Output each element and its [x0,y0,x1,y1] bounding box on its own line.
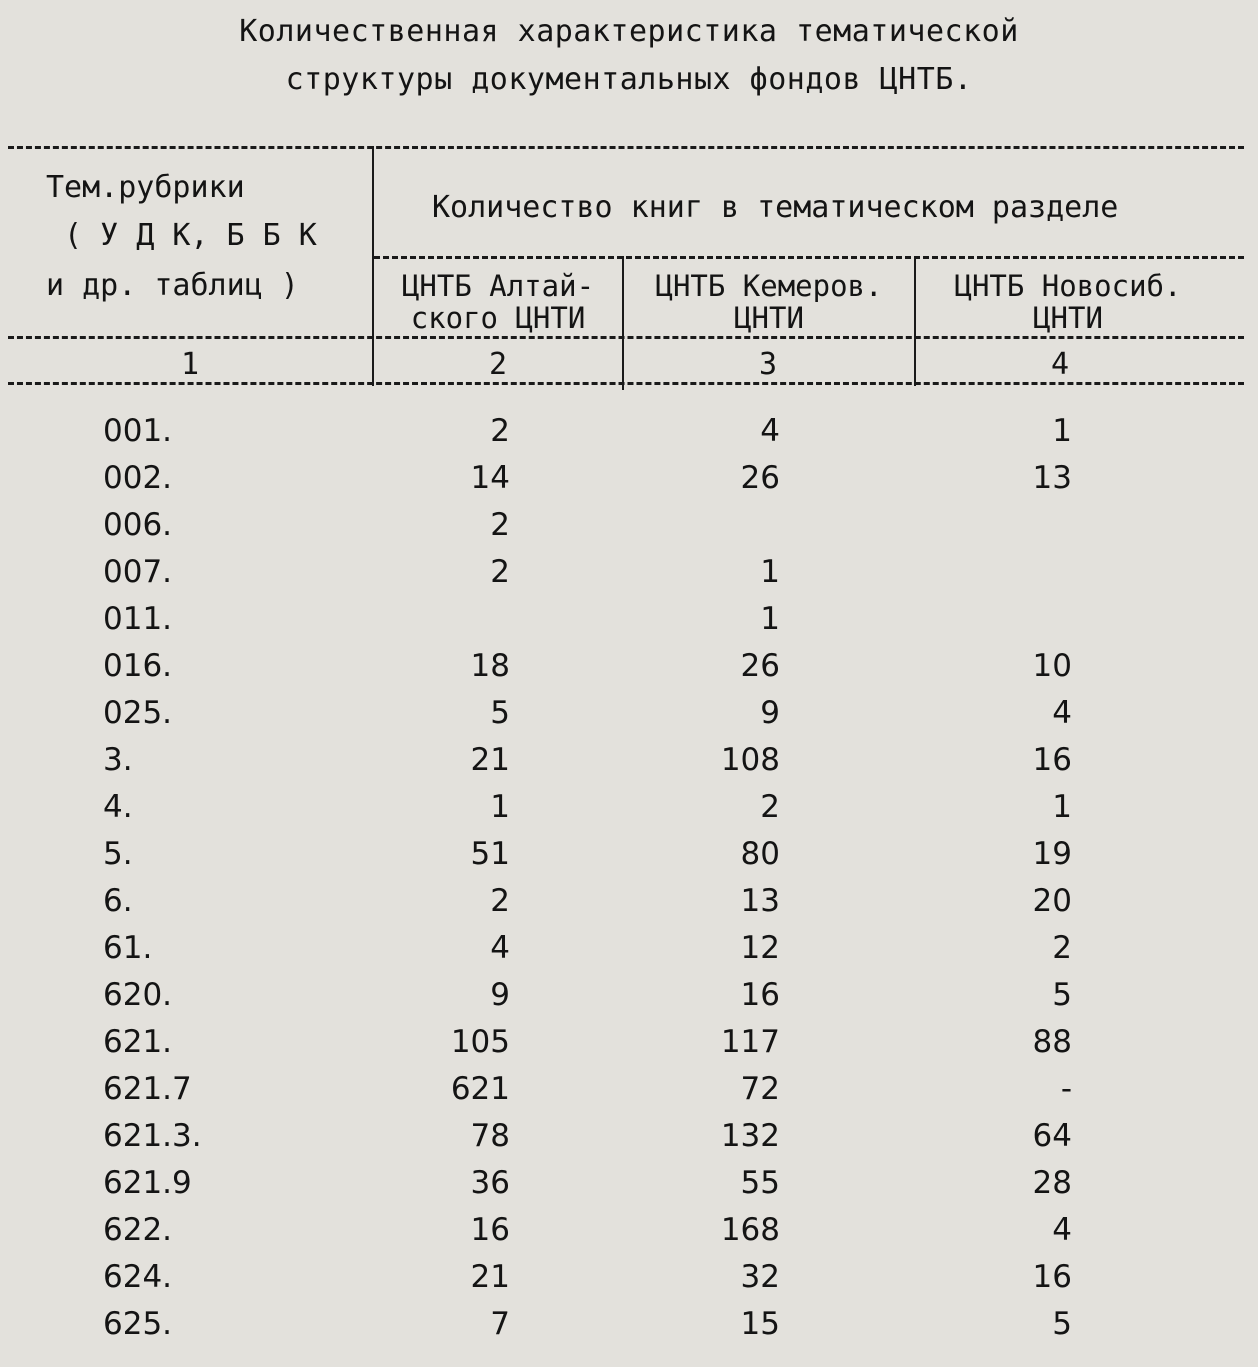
novosib-cell: 19 [1032,836,1072,872]
kemerovo-cell: 1 [760,554,780,590]
altai-cell: 2 [490,554,510,590]
kemerovo-cell: 12 [740,930,780,966]
rubric-cell: 622. [103,1212,173,1248]
rubric-cell: 007. [103,554,173,590]
kemerovo-cell: 4 [760,413,780,449]
table-body [0,408,1258,1348]
top-rule [8,146,1244,149]
group-rule [374,256,1244,259]
novosib-cell: 88 [1032,1024,1072,1060]
rubric-cell: 3. [103,742,133,778]
divider-col3 [914,256,916,386]
table-row [0,1207,1258,1254]
divider-col2 [622,256,624,390]
table-row [0,1019,1258,1066]
kemerovo-cell: 108 [720,742,780,778]
kemerovo-cell: 55 [740,1165,780,1201]
novosib-cell: 13 [1032,460,1072,496]
altai-cell: 1 [490,789,510,825]
altai-cell: 2 [490,883,510,919]
rubric-cell: 5. [103,836,133,872]
altai-cell: 2 [490,413,510,449]
rubric-cell: 61. [103,930,153,966]
rubric-cell: 621. [103,1024,173,1060]
kemerovo-cell: 72 [740,1071,780,1107]
novosib-cell: - [1060,1071,1072,1107]
kemerovo-cell: 2 [760,789,780,825]
table-row [0,455,1258,502]
table-row [0,643,1258,690]
table-row [0,1160,1258,1207]
altai-cell: 36 [470,1165,510,1201]
rubric-cell: 016. [103,648,173,684]
altai-cell: 18 [470,648,510,684]
kemerovo-cell: 132 [720,1118,780,1154]
table-row [0,502,1258,549]
rubric-cell: 006. [103,507,173,543]
novosib-cell: 10 [1032,648,1072,684]
rubric-header-line3: и др. таблиц ) [46,268,299,303]
table-row [0,549,1258,596]
altai-cell: 78 [470,1118,510,1154]
altai-cell: 9 [490,977,510,1013]
rubric-cell: 001. [103,413,173,449]
kemerovo-cell: 26 [740,648,780,684]
table-row [0,596,1258,643]
divider-col1 [372,146,374,386]
rubric-cell: 011. [103,601,173,637]
rubric-cell: 6. [103,883,133,919]
novosib-cell: 1 [1052,413,1072,449]
altai-cell: 16 [470,1212,510,1248]
col-number-3: 3 [758,347,778,382]
table-row [0,1066,1258,1113]
table-row [0,831,1258,878]
col-altai-header-line2: ского ЦНТИ [410,301,586,335]
novosib-cell: 4 [1052,1212,1072,1248]
novosib-cell: 64 [1032,1118,1072,1154]
altai-cell: 14 [470,460,510,496]
altai-cell: 21 [470,742,510,778]
table-row [0,784,1258,831]
rubric-cell: 621.7 [103,1071,192,1107]
rubric-cell: 621.3. [103,1118,202,1154]
col-number-2: 2 [488,347,508,382]
novosib-cell: 4 [1052,695,1072,731]
table-row [0,1254,1258,1301]
novosib-cell: 5 [1052,977,1072,1013]
group-header: Количество книг в тематическом разделе [432,190,1119,225]
rubric-cell: 620. [103,977,173,1013]
novosib-cell: 16 [1032,1259,1072,1295]
altai-cell: 7 [490,1306,510,1342]
kemerovo-cell: 9 [760,695,780,731]
novosib-cell: 20 [1032,883,1072,919]
rubric-cell: 4. [103,789,133,825]
table-row [0,972,1258,1019]
altai-cell: 5 [490,695,510,731]
rubric-header-line1: Тем.рубрики [46,170,245,205]
altai-cell: 2 [490,507,510,543]
table-title-line2: структуры документальных фондов ЦНТБ. [285,62,973,97]
rubric-cell: 621.9 [103,1165,192,1201]
altai-cell: 21 [470,1259,510,1295]
kemerovo-cell: 26 [740,460,780,496]
altai-cell: 4 [490,930,510,966]
col-altai-header-line1: ЦНТБ Алтай- [401,269,595,303]
rubric-cell: 002. [103,460,173,496]
table-row [0,1301,1258,1348]
col-number-4: 4 [1050,347,1070,382]
novosib-cell: 5 [1052,1306,1072,1342]
col-kemerovo-header-line2: ЦНТИ [734,301,804,335]
novosib-cell: 16 [1032,742,1072,778]
col-altai-header [376,270,620,334]
kemerovo-cell: 117 [720,1024,780,1060]
kemerovo-cell: 80 [740,836,780,872]
kemerovo-cell: 13 [740,883,780,919]
table-row [0,878,1258,925]
table-row [0,1113,1258,1160]
table-row [0,737,1258,784]
rubric-header-line2: ( У Д К, Б Б К [64,218,317,253]
rubric-cell: 625. [103,1306,173,1342]
header-bottom-rule [8,336,1244,339]
novosib-cell: 28 [1032,1165,1072,1201]
altai-cell: 105 [450,1024,510,1060]
col-number-1: 1 [180,347,200,382]
kemerovo-cell: 15 [740,1306,780,1342]
kemerovo-cell: 16 [740,977,780,1013]
altai-cell: 51 [470,836,510,872]
col-novosib-header-line1: ЦНТБ Новосиб. [954,269,1182,303]
table-row [0,408,1258,455]
table-row [0,690,1258,737]
col-novosib-header-line2: ЦНТИ [1033,301,1103,335]
table-row [0,925,1258,972]
kemerovo-cell: 1 [760,601,780,637]
rubric-cell: 624. [103,1259,173,1295]
rubric-cell: 025. [103,695,173,731]
table-title-line1: Количественная характеристика тематической [239,14,1019,49]
altai-cell: 621 [450,1071,510,1107]
novosib-cell: 2 [1052,930,1072,966]
col-kemerovo-header-line1: ЦНТБ Кемеров. [655,269,883,303]
number-row-rule [8,382,1244,385]
novosib-cell: 1 [1052,789,1072,825]
col-kemerovo-header [626,270,912,334]
kemerovo-cell: 32 [740,1259,780,1295]
kemerovo-cell: 168 [720,1212,780,1248]
col-novosib-header [918,270,1218,334]
